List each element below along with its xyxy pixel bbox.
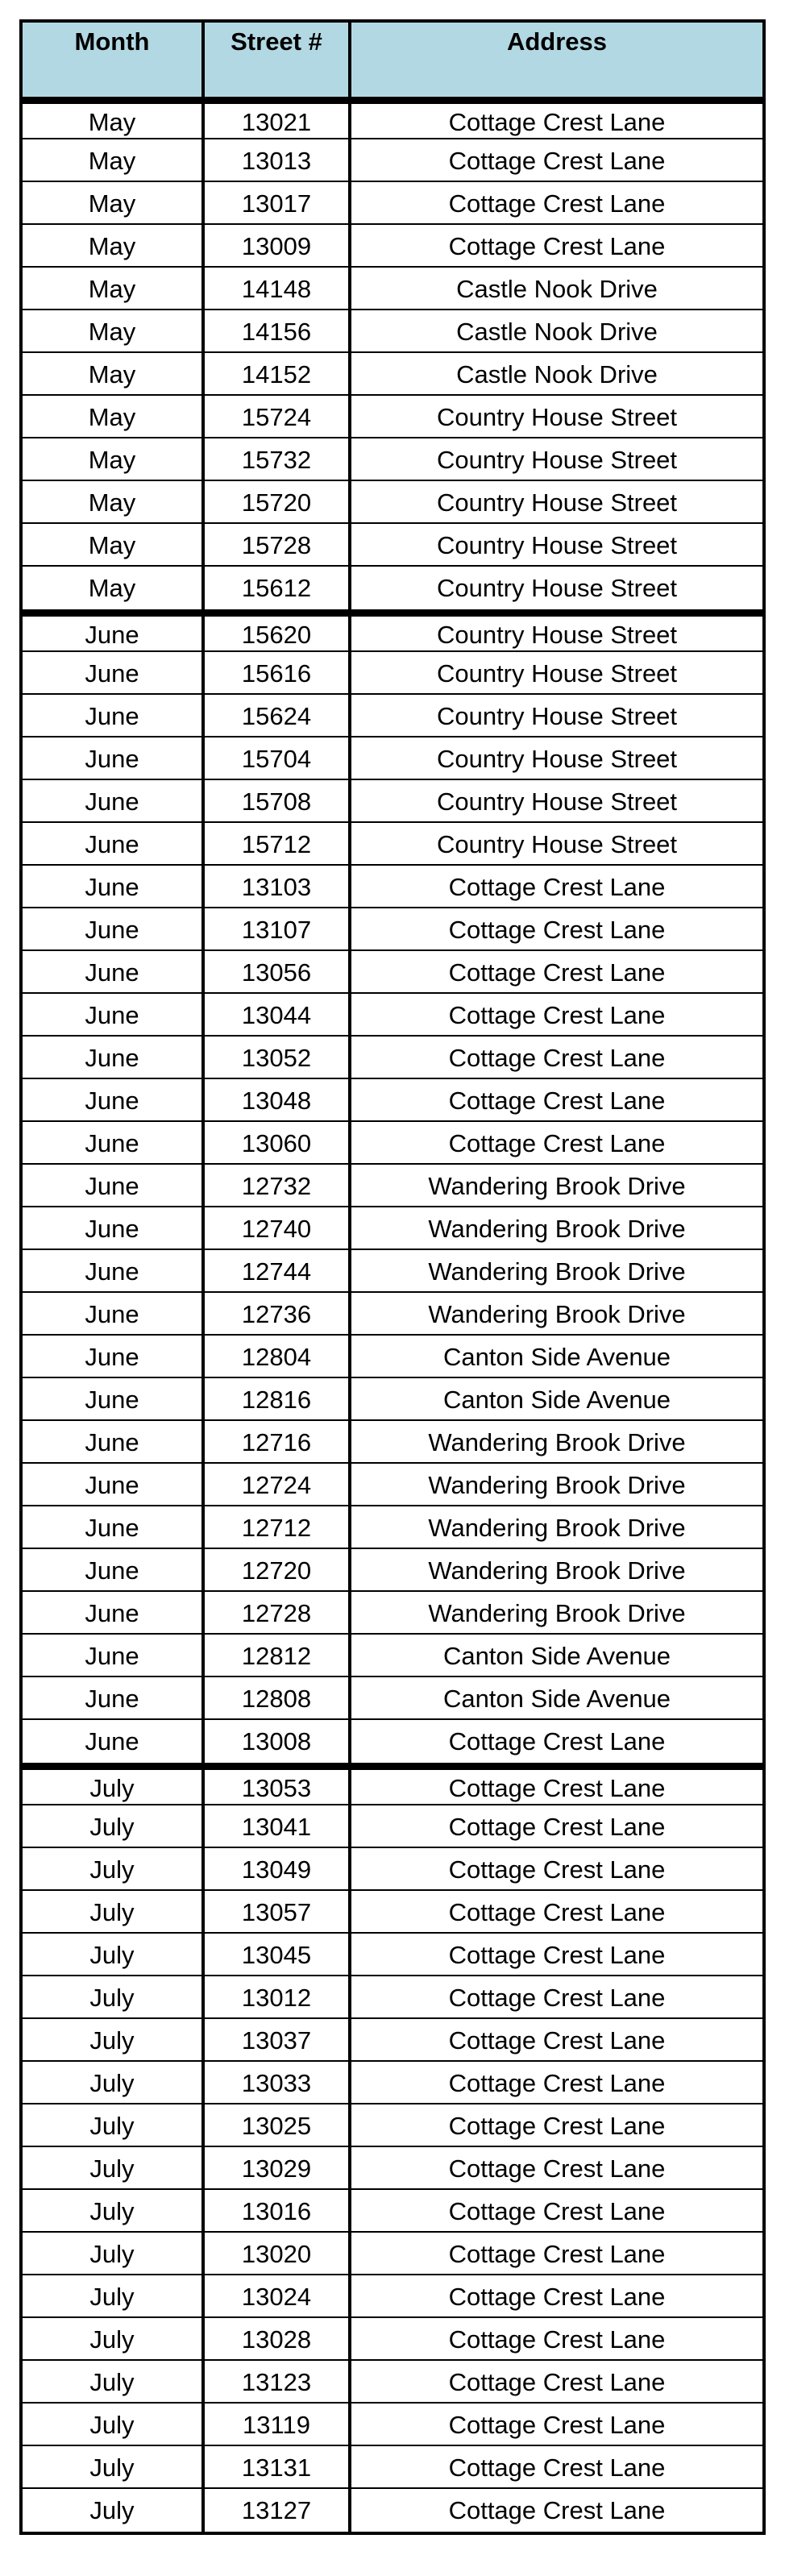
month-cell: June bbox=[23, 737, 205, 779]
table-row bbox=[23, 2062, 762, 2104]
table-row bbox=[23, 1770, 762, 1805]
address-cell: Canton Side Avenue bbox=[442, 1642, 671, 1670]
street-number-cell: 12716 bbox=[205, 1421, 351, 1462]
table-row bbox=[23, 2318, 762, 2361]
month-cell: July bbox=[23, 1976, 205, 2017]
address-cell: Country House Street bbox=[436, 488, 678, 517]
month-cell: June bbox=[23, 1421, 205, 1462]
month-cell: June bbox=[23, 617, 205, 650]
address-cell: Cottage Crest Lane bbox=[448, 2026, 666, 2055]
street-number-cell: 13060 bbox=[205, 1122, 351, 1163]
month-group bbox=[23, 97, 762, 609]
table-row bbox=[23, 2233, 762, 2275]
address-cell: Country House Street bbox=[436, 621, 678, 649]
address-cell: Cottage Crest Lane bbox=[448, 108, 666, 136]
street-number-cell: 13013 bbox=[205, 139, 351, 181]
month-cell: July bbox=[23, 2233, 205, 2274]
month-cell: July bbox=[23, 2104, 205, 2146]
street-number-cell: 12732 bbox=[205, 1165, 351, 1206]
month-cell: June bbox=[23, 1250, 205, 1291]
street-number-cell: 13107 bbox=[205, 908, 351, 949]
month-cell: May bbox=[23, 225, 205, 266]
address-cell: Cottage Crest Lane bbox=[448, 1941, 666, 1969]
table-row bbox=[23, 994, 762, 1037]
street-number-cell: 13057 bbox=[205, 1891, 351, 1932]
street-number-cell: 13127 bbox=[205, 2489, 351, 2532]
street-number-cell: 12720 bbox=[205, 1549, 351, 1590]
address-cell: Cottage Crest Lane bbox=[448, 1086, 666, 1115]
address-cell: Cottage Crest Lane bbox=[448, 2154, 666, 2183]
table-row bbox=[23, 1079, 762, 1122]
address-cell: Castle Nook Drive bbox=[456, 360, 658, 388]
month-cell: July bbox=[23, 2446, 205, 2487]
table-row bbox=[23, 2019, 762, 2062]
address-cell: Cottage Crest Lane bbox=[448, 189, 666, 218]
address-cell: Castle Nook Drive bbox=[456, 275, 658, 303]
table-row bbox=[23, 481, 762, 524]
table-row bbox=[23, 567, 762, 609]
street-number-cell: 13049 bbox=[205, 1848, 351, 1889]
table-row bbox=[23, 823, 762, 866]
month-cell: June bbox=[23, 823, 205, 864]
address-cell: Wandering Brook Drive bbox=[428, 1215, 686, 1243]
street-number-cell: 14148 bbox=[205, 268, 351, 309]
street-number-cell: 13044 bbox=[205, 994, 351, 1035]
header-address: Address bbox=[506, 27, 608, 56]
month-cell: May bbox=[23, 268, 205, 309]
month-cell: June bbox=[23, 1207, 205, 1249]
address-cell: Cottage Crest Lane bbox=[448, 2283, 666, 2311]
month-cell: May bbox=[23, 524, 205, 565]
street-number-cell: 13041 bbox=[205, 1805, 351, 1847]
table-row bbox=[23, 268, 762, 310]
address-cell: Castle Nook Drive bbox=[456, 318, 658, 346]
table-row bbox=[23, 1037, 762, 1079]
table-row bbox=[23, 1848, 762, 1891]
address-cell: Country House Street bbox=[436, 830, 678, 858]
address-cell: Wandering Brook Drive bbox=[428, 1172, 686, 1200]
month-cell: May bbox=[23, 438, 205, 480]
address-cell: Cottage Crest Lane bbox=[448, 2325, 666, 2354]
month-cell: June bbox=[23, 1293, 205, 1334]
month-cell: July bbox=[23, 2489, 205, 2532]
address-cell: Country House Street bbox=[436, 702, 678, 730]
address-cell: Country House Street bbox=[436, 574, 678, 602]
table-row bbox=[23, 225, 762, 268]
month-group bbox=[23, 609, 762, 1763]
table-row bbox=[23, 1677, 762, 1720]
address-cell: Cottage Crest Lane bbox=[448, 1898, 666, 1926]
table-row bbox=[23, 1976, 762, 2019]
street-number-cell: 15616 bbox=[205, 652, 351, 693]
table-row bbox=[23, 1934, 762, 1976]
month-cell: June bbox=[23, 1549, 205, 1590]
address-cell: Country House Street bbox=[436, 531, 678, 559]
month-cell: June bbox=[23, 1720, 205, 1763]
street-number-cell: 13021 bbox=[205, 104, 351, 138]
month-cell: June bbox=[23, 908, 205, 949]
street-number-cell: 13103 bbox=[205, 866, 351, 907]
address-cell: Cottage Crest Lane bbox=[448, 2453, 666, 2482]
street-number-cell: 12744 bbox=[205, 1250, 351, 1291]
month-cell: May bbox=[23, 310, 205, 351]
street-number-cell: 13123 bbox=[205, 2361, 351, 2402]
street-number-cell: 12816 bbox=[205, 1378, 351, 1419]
month-cell: July bbox=[23, 1770, 205, 1804]
table-row bbox=[23, 104, 762, 139]
street-number-cell: 13016 bbox=[205, 2190, 351, 2231]
month-cell: June bbox=[23, 1165, 205, 1206]
street-number-cell: 12808 bbox=[205, 1677, 351, 1718]
table-row bbox=[23, 2489, 762, 2532]
street-number-cell: 13131 bbox=[205, 2446, 351, 2487]
month-cell: June bbox=[23, 1079, 205, 1120]
month-cell: June bbox=[23, 1037, 205, 1078]
table-row bbox=[23, 1421, 762, 1464]
table-body bbox=[19, 97, 766, 2535]
month-cell: May bbox=[23, 396, 205, 437]
street-number-cell: 13025 bbox=[205, 2104, 351, 2146]
street-number-cell: 15728 bbox=[205, 524, 351, 565]
table-row bbox=[23, 908, 762, 951]
address-cell: Wandering Brook Drive bbox=[428, 1257, 686, 1286]
table-row bbox=[23, 1378, 762, 1421]
month-cell: July bbox=[23, 1848, 205, 1889]
month-cell: June bbox=[23, 866, 205, 907]
address-cell: Country House Street bbox=[436, 446, 678, 474]
table-row bbox=[23, 652, 762, 695]
address-cell: Cottage Crest Lane bbox=[448, 916, 666, 944]
month-group bbox=[23, 1763, 762, 2532]
month-cell: June bbox=[23, 1677, 205, 1718]
table-row bbox=[23, 139, 762, 182]
table-row bbox=[23, 182, 762, 225]
table-row bbox=[23, 2104, 762, 2147]
street-number-cell: 12740 bbox=[205, 1207, 351, 1249]
table-row bbox=[23, 2147, 762, 2190]
street-number-cell: 12804 bbox=[205, 1336, 351, 1377]
table-row bbox=[23, 1122, 762, 1165]
address-cell: Cottage Crest Lane bbox=[448, 1813, 666, 1841]
table-row bbox=[23, 1336, 762, 1378]
street-number-cell: 13037 bbox=[205, 2019, 351, 2060]
header-month: Month bbox=[23, 23, 205, 97]
address-cell: Cottage Crest Lane bbox=[448, 2069, 666, 2097]
street-number-cell: 15732 bbox=[205, 438, 351, 480]
address-cell: Cottage Crest Lane bbox=[448, 1129, 666, 1157]
table-row bbox=[23, 353, 762, 396]
street-number-cell: 14156 bbox=[205, 310, 351, 351]
street-number-cell: 15724 bbox=[205, 396, 351, 437]
address-cell: Country House Street bbox=[436, 745, 678, 773]
address-cell: Country House Street bbox=[436, 403, 678, 431]
address-cell: Wandering Brook Drive bbox=[428, 1514, 686, 1542]
month-cell: May bbox=[23, 104, 205, 138]
table-row bbox=[23, 1592, 762, 1635]
table-row bbox=[23, 1549, 762, 1592]
month-cell: July bbox=[23, 1891, 205, 1932]
month-cell: July bbox=[23, 1934, 205, 1975]
table-row bbox=[23, 310, 762, 353]
address-cell: Wandering Brook Drive bbox=[428, 1428, 686, 1456]
table-header bbox=[19, 19, 766, 97]
address-cell: Cottage Crest Lane bbox=[448, 2112, 666, 2140]
month-cell: June bbox=[23, 1464, 205, 1505]
header-street-number: Street # bbox=[205, 23, 351, 97]
address-cell: Cottage Crest Lane bbox=[448, 2368, 666, 2396]
address-cell: Cottage Crest Lane bbox=[448, 2240, 666, 2268]
street-number-cell: 15712 bbox=[205, 823, 351, 864]
month-cell: June bbox=[23, 951, 205, 992]
table-row bbox=[23, 1207, 762, 1250]
address-cell: Cottage Crest Lane bbox=[448, 2197, 666, 2225]
address-cell: Canton Side Avenue bbox=[442, 1343, 671, 1371]
address-cell: Cottage Crest Lane bbox=[448, 1044, 666, 1072]
address-cell: Cottage Crest Lane bbox=[448, 1984, 666, 2012]
address-cell: Cottage Crest Lane bbox=[448, 1774, 666, 1802]
street-number-cell: 13024 bbox=[205, 2275, 351, 2316]
address-cell: Cottage Crest Lane bbox=[448, 1855, 666, 1884]
address-cell: Cottage Crest Lane bbox=[448, 147, 666, 175]
month-cell: July bbox=[23, 2190, 205, 2231]
street-number-cell: 13052 bbox=[205, 1037, 351, 1078]
street-number-cell: 13053 bbox=[205, 1770, 351, 1804]
table-row bbox=[23, 2190, 762, 2233]
month-cell: June bbox=[23, 1122, 205, 1163]
table-row bbox=[23, 737, 762, 780]
street-number-cell: 13028 bbox=[205, 2318, 351, 2359]
street-number-cell: 13056 bbox=[205, 951, 351, 992]
street-number-cell: 15620 bbox=[205, 617, 351, 650]
street-number-cell: 13029 bbox=[205, 2147, 351, 2188]
month-cell: July bbox=[23, 2404, 205, 2445]
street-number-cell: 12728 bbox=[205, 1592, 351, 1633]
table-row bbox=[23, 438, 762, 481]
address-table bbox=[19, 19, 766, 2535]
month-cell: June bbox=[23, 652, 205, 693]
address-cell: Cottage Crest Lane bbox=[448, 2411, 666, 2439]
address-cell: Wandering Brook Drive bbox=[428, 1556, 686, 1585]
table-row bbox=[23, 1293, 762, 1336]
street-number-cell: 13009 bbox=[205, 225, 351, 266]
address-cell: Wandering Brook Drive bbox=[428, 1300, 686, 1328]
table-row bbox=[23, 866, 762, 908]
month-cell: June bbox=[23, 695, 205, 736]
street-number-cell: 12736 bbox=[205, 1293, 351, 1334]
month-cell: July bbox=[23, 2147, 205, 2188]
month-cell: July bbox=[23, 2275, 205, 2316]
month-cell: May bbox=[23, 353, 205, 394]
table-row bbox=[23, 1250, 762, 1293]
address-cell: Cottage Crest Lane bbox=[448, 958, 666, 987]
table-row bbox=[23, 396, 762, 438]
street-number-cell: 15720 bbox=[205, 481, 351, 522]
street-number-cell: 12712 bbox=[205, 1506, 351, 1548]
street-number-cell: 13012 bbox=[205, 1976, 351, 2017]
address-cell: Wandering Brook Drive bbox=[428, 1471, 686, 1499]
month-cell: June bbox=[23, 1592, 205, 1633]
address-cell: Canton Side Avenue bbox=[442, 1685, 671, 1713]
address-cell: Cottage Crest Lane bbox=[448, 1001, 666, 1029]
table-row bbox=[23, 695, 762, 737]
table-row bbox=[23, 1891, 762, 1934]
table-row bbox=[23, 1635, 762, 1677]
month-cell: July bbox=[23, 2019, 205, 2060]
month-cell: May bbox=[23, 481, 205, 522]
address-cell: Cottage Crest Lane bbox=[448, 1727, 666, 1755]
table-row bbox=[23, 524, 762, 567]
table-row bbox=[23, 1805, 762, 1848]
street-number-cell: 15624 bbox=[205, 695, 351, 736]
table-row bbox=[23, 2361, 762, 2404]
month-cell: May bbox=[23, 182, 205, 223]
month-cell: June bbox=[23, 1506, 205, 1548]
street-number-cell: 12812 bbox=[205, 1635, 351, 1676]
street-number-cell: 15612 bbox=[205, 567, 351, 609]
street-number-cell: 13048 bbox=[205, 1079, 351, 1120]
address-cell: Country House Street bbox=[436, 659, 678, 688]
table-row bbox=[23, 1720, 762, 1763]
street-number-cell: 12724 bbox=[205, 1464, 351, 1505]
street-number-cell: 13033 bbox=[205, 2062, 351, 2103]
address-cell: Canton Side Avenue bbox=[442, 1386, 671, 1414]
table-row bbox=[23, 617, 762, 652]
address-cell: Country House Street bbox=[436, 787, 678, 816]
street-number-cell: 15708 bbox=[205, 780, 351, 821]
table-row bbox=[23, 1165, 762, 1207]
address-cell: Cottage Crest Lane bbox=[448, 2496, 666, 2524]
street-number-cell: 13017 bbox=[205, 182, 351, 223]
address-cell: Cottage Crest Lane bbox=[448, 873, 666, 901]
street-number-cell: 13020 bbox=[205, 2233, 351, 2274]
table-row bbox=[23, 1464, 762, 1506]
month-cell: June bbox=[23, 994, 205, 1035]
month-cell: June bbox=[23, 1336, 205, 1377]
month-cell: May bbox=[23, 567, 205, 609]
month-cell: June bbox=[23, 1635, 205, 1676]
month-cell: June bbox=[23, 780, 205, 821]
address-cell: Cottage Crest Lane bbox=[448, 232, 666, 260]
street-number-cell: 13008 bbox=[205, 1720, 351, 1763]
month-cell: July bbox=[23, 2062, 205, 2103]
month-cell: June bbox=[23, 1378, 205, 1419]
month-cell: May bbox=[23, 139, 205, 181]
table-row bbox=[23, 1506, 762, 1549]
table-row bbox=[23, 2446, 762, 2489]
address-cell: Wandering Brook Drive bbox=[428, 1599, 686, 1627]
table-row bbox=[23, 2275, 762, 2318]
table-row bbox=[23, 951, 762, 994]
street-number-cell: 14152 bbox=[205, 353, 351, 394]
table-row bbox=[23, 2404, 762, 2446]
street-number-cell: 15704 bbox=[205, 737, 351, 779]
street-number-cell: 13119 bbox=[205, 2404, 351, 2445]
table-row bbox=[23, 780, 762, 823]
month-cell: July bbox=[23, 1805, 205, 1847]
month-cell: July bbox=[23, 2361, 205, 2402]
street-number-cell: 13045 bbox=[205, 1934, 351, 1975]
month-cell: July bbox=[23, 2318, 205, 2359]
